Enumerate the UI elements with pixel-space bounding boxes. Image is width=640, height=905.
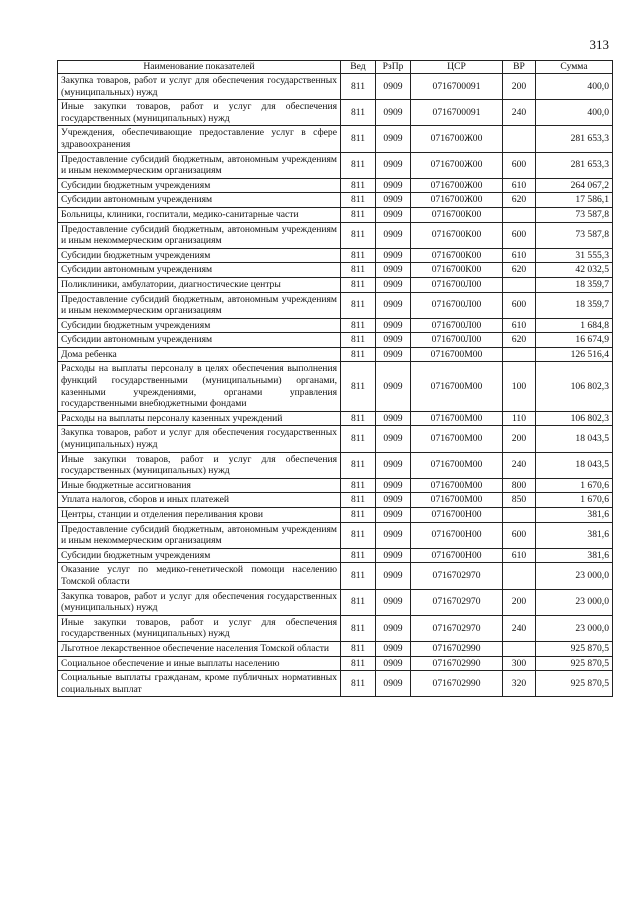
table-row: [58, 478, 613, 493]
cell-vr: 600: [503, 522, 536, 548]
cell-name: Субсидии бюджетным учреждениям: [58, 548, 341, 563]
cell-sum: 925 870,5: [536, 656, 613, 671]
cell-vr: 620: [503, 193, 536, 208]
table-row: [58, 563, 613, 589]
cell-sum: 1 670,6: [536, 478, 613, 493]
header-rzpr: РзПр: [376, 61, 411, 74]
cell-csr: 0716700М00: [411, 347, 503, 362]
cell-csr: 0716700Ж00: [411, 126, 503, 152]
cell-ved: 811: [341, 74, 376, 100]
table-row: [58, 615, 613, 641]
table-row: [58, 493, 613, 508]
cell-sum: 23 000,0: [536, 615, 613, 641]
cell-rzpr: 0909: [376, 292, 411, 318]
cell-rzpr: 0909: [376, 100, 411, 126]
cell-rzpr: 0909: [376, 74, 411, 100]
cell-csr: 0716702990: [411, 641, 503, 656]
cell-rzpr: 0909: [376, 493, 411, 508]
cell-name: Иные бюджетные ассигнования: [58, 478, 341, 493]
cell-csr: 0716700Л00: [411, 333, 503, 348]
table-row: [58, 333, 613, 348]
cell-ved: 811: [341, 178, 376, 193]
cell-rzpr: 0909: [376, 411, 411, 426]
cell-csr: 0716702990: [411, 656, 503, 671]
cell-rzpr: 0909: [376, 333, 411, 348]
cell-sum: 925 870,5: [536, 671, 613, 697]
cell-rzpr: 0909: [376, 193, 411, 208]
cell-name: Предоставление субсидий бюджетным, автономным учреждениям и иным некоммерческим организациям: [58, 152, 341, 178]
cell-ved: 811: [341, 126, 376, 152]
table-row: [58, 452, 613, 478]
cell-rzpr: 0909: [376, 178, 411, 193]
cell-sum: 281 653,3: [536, 126, 613, 152]
table-row: [58, 178, 613, 193]
cell-name: Иные закупки товаров, работ и услуг для обеспечения государственных (муниципальных) нужд: [58, 100, 341, 126]
cell-name: Уплата налогов, сборов и иных платежей: [58, 493, 341, 508]
cell-sum: 400,0: [536, 74, 613, 100]
cell-ved: 811: [341, 100, 376, 126]
cell-csr: 0716700К00: [411, 248, 503, 263]
cell-ved: 811: [341, 347, 376, 362]
cell-sum: 16 674,9: [536, 333, 613, 348]
table-row: [58, 277, 613, 292]
cell-name: Дома ребенка: [58, 347, 341, 362]
cell-name: Оказание услуг по медико-генетической помощи населению Томской области: [58, 563, 341, 589]
cell-rzpr: 0909: [376, 222, 411, 248]
cell-csr: 0716700М00: [411, 411, 503, 426]
cell-csr: 0716700М00: [411, 478, 503, 493]
table-row: [58, 671, 613, 697]
cell-vr: [503, 277, 536, 292]
table-row: [58, 74, 613, 100]
cell-sum: 18 359,7: [536, 292, 613, 318]
cell-csr: 0716700Л00: [411, 277, 503, 292]
cell-csr: 0716700091: [411, 74, 503, 100]
cell-ved: 811: [341, 548, 376, 563]
cell-sum: 1 684,8: [536, 318, 613, 333]
cell-rzpr: 0909: [376, 563, 411, 589]
cell-vr: 620: [503, 263, 536, 278]
cell-vr: [503, 126, 536, 152]
cell-name: Больницы, клиники, госпитали, медико-санитарные части: [58, 207, 341, 222]
header-csr: ЦСР: [411, 61, 503, 74]
table-row: [58, 589, 613, 615]
cell-vr: 100: [503, 362, 536, 411]
cell-vr: 610: [503, 178, 536, 193]
cell-csr: 0716700Ж00: [411, 193, 503, 208]
cell-vr: 800: [503, 478, 536, 493]
cell-name: Субсидии автономным учреждениям: [58, 263, 341, 278]
cell-csr: 0716700К00: [411, 222, 503, 248]
cell-name: Предоставление субсидий бюджетным, автономным учреждениям и иным некоммерческим организациям: [58, 222, 341, 248]
cell-vr: 240: [503, 100, 536, 126]
cell-rzpr: 0909: [376, 263, 411, 278]
cell-csr: 0716700Н00: [411, 548, 503, 563]
cell-vr: [503, 207, 536, 222]
cell-name: Расходы на выплаты персоналу в целях обеспечения выполнения функций государственными (муниципальными) органами, казенными учреждениями, органами управления государственными внебюджетными фондами: [58, 362, 341, 411]
cell-vr: 200: [503, 589, 536, 615]
cell-csr: 0716700Н00: [411, 508, 503, 523]
cell-vr: 600: [503, 292, 536, 318]
header-ved: Вед: [341, 61, 376, 74]
cell-csr: 0716700М00: [411, 493, 503, 508]
cell-ved: 811: [341, 248, 376, 263]
cell-name: Субсидии бюджетным учреждениям: [58, 178, 341, 193]
cell-name: Иные закупки товаров, работ и услуг для обеспечения государственных (муниципальных) нужд: [58, 615, 341, 641]
cell-rzpr: 0909: [376, 318, 411, 333]
cell-vr: 200: [503, 74, 536, 100]
table-row: [58, 207, 613, 222]
cell-csr: 0716700М00: [411, 426, 503, 452]
cell-csr: 0716700К00: [411, 207, 503, 222]
table-row: [58, 263, 613, 278]
cell-name: Субсидии автономным учреждениям: [58, 193, 341, 208]
cell-ved: 811: [341, 426, 376, 452]
table-row: [58, 426, 613, 452]
cell-vr: 600: [503, 222, 536, 248]
cell-name: Льготное лекарственное обеспечение населения Томской области: [58, 641, 341, 656]
table-row: [58, 126, 613, 152]
cell-rzpr: 0909: [376, 207, 411, 222]
cell-vr: [503, 347, 536, 362]
table-row: [58, 548, 613, 563]
cell-vr: [503, 641, 536, 656]
cell-name: Учреждения, обеспечивающие предоставление услуг в сфере здравоохранения: [58, 126, 341, 152]
cell-ved: 811: [341, 222, 376, 248]
cell-sum: 381,6: [536, 548, 613, 563]
cell-csr: 0716700К00: [411, 263, 503, 278]
cell-name: Иные закупки товаров, работ и услуг для обеспечения государственных (муниципальных) нужд: [58, 452, 341, 478]
cell-ved: 811: [341, 589, 376, 615]
cell-csr: 0716702970: [411, 615, 503, 641]
cell-rzpr: 0909: [376, 426, 411, 452]
cell-sum: 17 586,1: [536, 193, 613, 208]
cell-vr: 610: [503, 548, 536, 563]
cell-vr: 600: [503, 152, 536, 178]
cell-vr: 200: [503, 426, 536, 452]
cell-sum: 381,6: [536, 508, 613, 523]
table-row: [58, 152, 613, 178]
table-header-row: [58, 61, 613, 74]
cell-sum: 1 670,6: [536, 493, 613, 508]
table-row: [58, 347, 613, 362]
table-row: [58, 318, 613, 333]
cell-sum: 18 043,5: [536, 426, 613, 452]
cell-rzpr: 0909: [376, 362, 411, 411]
cell-rzpr: 0909: [376, 277, 411, 292]
table-row: [58, 100, 613, 126]
cell-name: Предоставление субсидий бюджетным, автономным учреждениям и иным некоммерческим организациям: [58, 522, 341, 548]
cell-vr: 850: [503, 493, 536, 508]
cell-sum: 73 587,8: [536, 222, 613, 248]
cell-ved: 811: [341, 193, 376, 208]
cell-vr: [503, 508, 536, 523]
cell-name: Предоставление субсидий бюджетным, автономным учреждениям и иным некоммерческим организациям: [58, 292, 341, 318]
table-row: [58, 522, 613, 548]
cell-sum: 23 000,0: [536, 563, 613, 589]
cell-csr: 0716700М00: [411, 362, 503, 411]
cell-rzpr: 0909: [376, 671, 411, 697]
cell-ved: 811: [341, 508, 376, 523]
cell-rzpr: 0909: [376, 508, 411, 523]
cell-csr: 0716700Л00: [411, 292, 503, 318]
cell-name: Субсидии бюджетным учреждениям: [58, 248, 341, 263]
table-row: [58, 641, 613, 656]
cell-csr: 0716700Н00: [411, 522, 503, 548]
cell-sum: 264 067,2: [536, 178, 613, 193]
cell-ved: 811: [341, 656, 376, 671]
cell-csr: 0716700М00: [411, 452, 503, 478]
budget-table: [57, 60, 613, 697]
cell-ved: 811: [341, 152, 376, 178]
cell-sum: 106 802,3: [536, 411, 613, 426]
table-row: [58, 193, 613, 208]
cell-sum: 23 000,0: [536, 589, 613, 615]
cell-rzpr: 0909: [376, 126, 411, 152]
cell-sum: 42 032,5: [536, 263, 613, 278]
table-row: [58, 411, 613, 426]
cell-ved: 811: [341, 478, 376, 493]
cell-vr: 240: [503, 615, 536, 641]
cell-sum: 381,6: [536, 522, 613, 548]
cell-sum: 31 555,3: [536, 248, 613, 263]
table-row: [58, 656, 613, 671]
table-row: [58, 222, 613, 248]
table-row: [58, 508, 613, 523]
cell-rzpr: 0909: [376, 641, 411, 656]
table-row: [58, 362, 613, 411]
cell-sum: 73 587,8: [536, 207, 613, 222]
cell-sum: 925 870,5: [536, 641, 613, 656]
cell-vr: 240: [503, 452, 536, 478]
cell-vr: 320: [503, 671, 536, 697]
cell-ved: 811: [341, 263, 376, 278]
cell-sum: 18 043,5: [536, 452, 613, 478]
cell-csr: 0716700Ж00: [411, 178, 503, 193]
cell-rzpr: 0909: [376, 347, 411, 362]
page-number: 313: [589, 37, 609, 52]
cell-rzpr: 0909: [376, 615, 411, 641]
cell-rzpr: 0909: [376, 522, 411, 548]
cell-vr: 610: [503, 248, 536, 263]
cell-sum: 281 653,3: [536, 152, 613, 178]
cell-ved: 811: [341, 411, 376, 426]
cell-ved: 811: [341, 615, 376, 641]
cell-vr: 110: [503, 411, 536, 426]
cell-name: Социальное обеспечение и иные выплаты населению: [58, 656, 341, 671]
cell-rzpr: 0909: [376, 152, 411, 178]
cell-ved: 811: [341, 318, 376, 333]
cell-vr: 610: [503, 318, 536, 333]
cell-csr: 0716702970: [411, 589, 503, 615]
cell-rzpr: 0909: [376, 478, 411, 493]
cell-ved: 811: [341, 563, 376, 589]
cell-name: Социальные выплаты гражданам, кроме публичных нормативных социальных выплат: [58, 671, 341, 697]
cell-ved: 811: [341, 493, 376, 508]
cell-name: Закупка товаров, работ и услуг для обеспечения государственных (муниципальных) нужд: [58, 426, 341, 452]
cell-sum: 18 359,7: [536, 277, 613, 292]
cell-name: Поликлиники, амбулатории, диагностические центры: [58, 277, 341, 292]
cell-rzpr: 0909: [376, 656, 411, 671]
cell-name: Субсидии бюджетным учреждениям: [58, 318, 341, 333]
table-row: [58, 248, 613, 263]
cell-name: Закупка товаров, работ и услуг для обеспечения государственных (муниципальных) нужд: [58, 589, 341, 615]
cell-ved: 811: [341, 452, 376, 478]
cell-ved: 811: [341, 362, 376, 411]
cell-sum: 400,0: [536, 100, 613, 126]
cell-name: Центры, станции и отделения переливания крови: [58, 508, 341, 523]
header-name: Наименование показателей: [58, 61, 341, 74]
cell-csr: 0716700Л00: [411, 318, 503, 333]
cell-rzpr: 0909: [376, 548, 411, 563]
cell-ved: 811: [341, 207, 376, 222]
cell-csr: 0716702990: [411, 671, 503, 697]
cell-rzpr: 0909: [376, 248, 411, 263]
cell-csr: 0716700091: [411, 100, 503, 126]
cell-rzpr: 0909: [376, 452, 411, 478]
cell-name: Расходы на выплаты персоналу казенных учреждений: [58, 411, 341, 426]
cell-vr: 620: [503, 333, 536, 348]
cell-ved: 811: [341, 641, 376, 656]
cell-rzpr: 0909: [376, 589, 411, 615]
cell-vr: [503, 563, 536, 589]
cell-ved: 811: [341, 292, 376, 318]
cell-ved: 811: [341, 277, 376, 292]
header-sum: Сумма: [536, 61, 613, 74]
cell-vr: 300: [503, 656, 536, 671]
table-body: [58, 74, 613, 697]
cell-name: Субсидии автономным учреждениям: [58, 333, 341, 348]
table-row: [58, 292, 613, 318]
cell-csr: 0716700Ж00: [411, 152, 503, 178]
cell-sum: 106 802,3: [536, 362, 613, 411]
cell-name: Закупка товаров, работ и услуг для обеспечения государственных (муниципальных) нужд: [58, 74, 341, 100]
cell-ved: 811: [341, 522, 376, 548]
cell-sum: 126 516,4: [536, 347, 613, 362]
header-vr: ВР: [503, 61, 536, 74]
cell-ved: 811: [341, 333, 376, 348]
cell-ved: 811: [341, 671, 376, 697]
cell-csr: 0716702970: [411, 563, 503, 589]
